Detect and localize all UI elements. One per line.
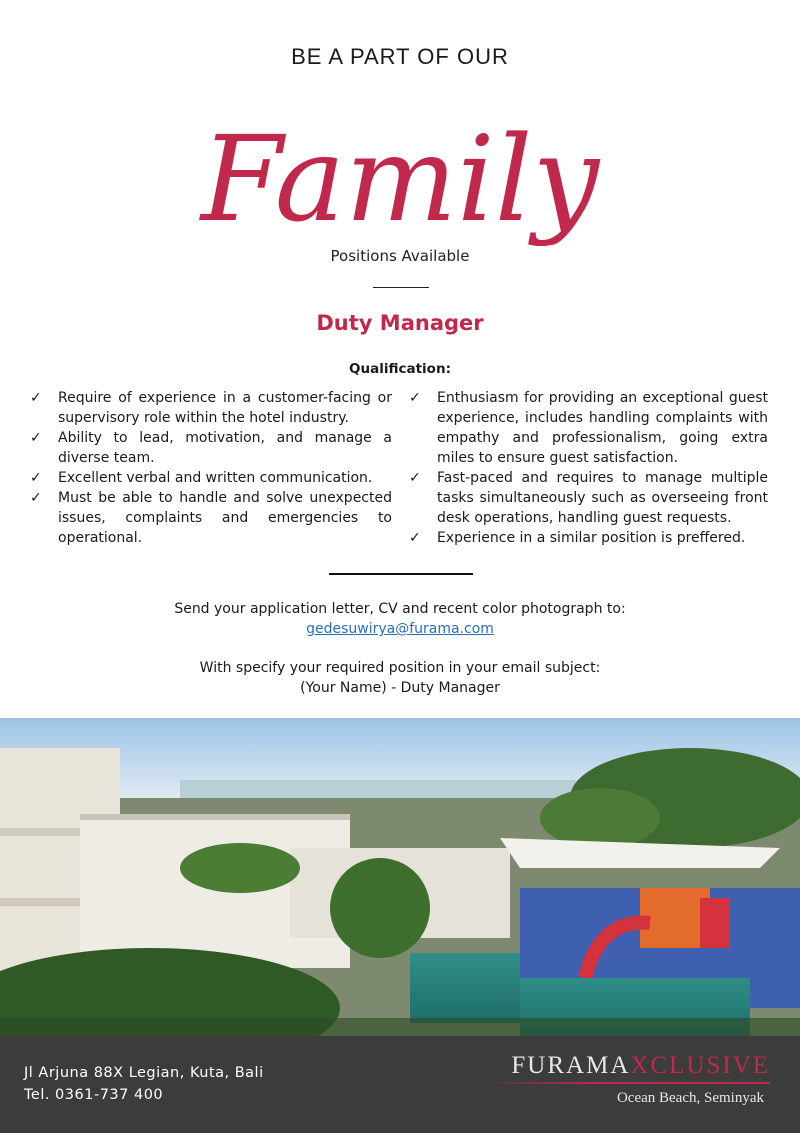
job-title: Duty Manager [316, 311, 484, 335]
qualification-item: ✓ Fast-paced and requires to manage multiple tasks simultaneously such as overseeing front desk operations, handling guest requests. [409, 470, 768, 526]
qualifications-left-column [30, 388, 392, 548]
qualifications-right-column [409, 388, 768, 548]
check-icon: ✓ [30, 390, 42, 406]
qualification-item: ✓ Excellent verbal and written communication. [30, 470, 373, 486]
brand-name: FURAMAXCLUSIVE [511, 1052, 770, 1079]
address-line: Jl Arjuna 88X Legian, Kuta, Bali [24, 1065, 264, 1081]
footer-contact [24, 1062, 264, 1106]
svg-text:Family: Family [200, 110, 600, 248]
check-icon: ✓ [30, 490, 42, 506]
subject-instruction-text: With specify your required position in your email subject: [199, 660, 601, 676]
brand-location: Ocean Beach, Seminyak [616, 1090, 764, 1106]
resort-photo [0, 718, 800, 1036]
email-link[interactable]: gedesuwirya@furama.com [306, 621, 494, 637]
headline-eyebrow: BE A PART OF OUR [291, 44, 509, 69]
phone-line: Tel. 0361-737 400 [24, 1087, 164, 1103]
check-icon: ✓ [409, 470, 421, 486]
qualification-heading: Qualification: [349, 361, 451, 377]
send-application-text: Send your application letter, CV and recent color photograph to: [174, 601, 626, 617]
subject-format-text: (Your Name) - Duty Manager [300, 680, 500, 696]
section-divider [329, 573, 473, 575]
check-icon: ✓ [409, 390, 421, 406]
positions-available-label: Positions Available [330, 247, 470, 265]
qualification-item: ✓ Require of experience in a customer-facing or supervisory role within the hotel industry. [30, 390, 392, 426]
qualification-item: ✓ Experience in a similar position is preffered. [409, 530, 746, 546]
brand-logo [480, 1052, 770, 1107]
check-icon: ✓ [409, 530, 421, 546]
brand-underline [480, 1082, 770, 1084]
qualification-item: ✓ Must be able to handle and solve unexpected issues, complaints and emergencies to operational. [30, 490, 392, 546]
check-icon: ✓ [30, 470, 42, 486]
qualification-item: ✓ Ability to lead, motivation, and manage a diverse team. [30, 430, 392, 466]
short-divider [373, 287, 429, 288]
qualification-item: ✓ Enthusiasm for providing an exceptional guest experience, includes handling complaints with empathy and professionalism, going extra miles to ensure guest satisfaction. [409, 390, 768, 466]
check-icon: ✓ [30, 430, 42, 446]
